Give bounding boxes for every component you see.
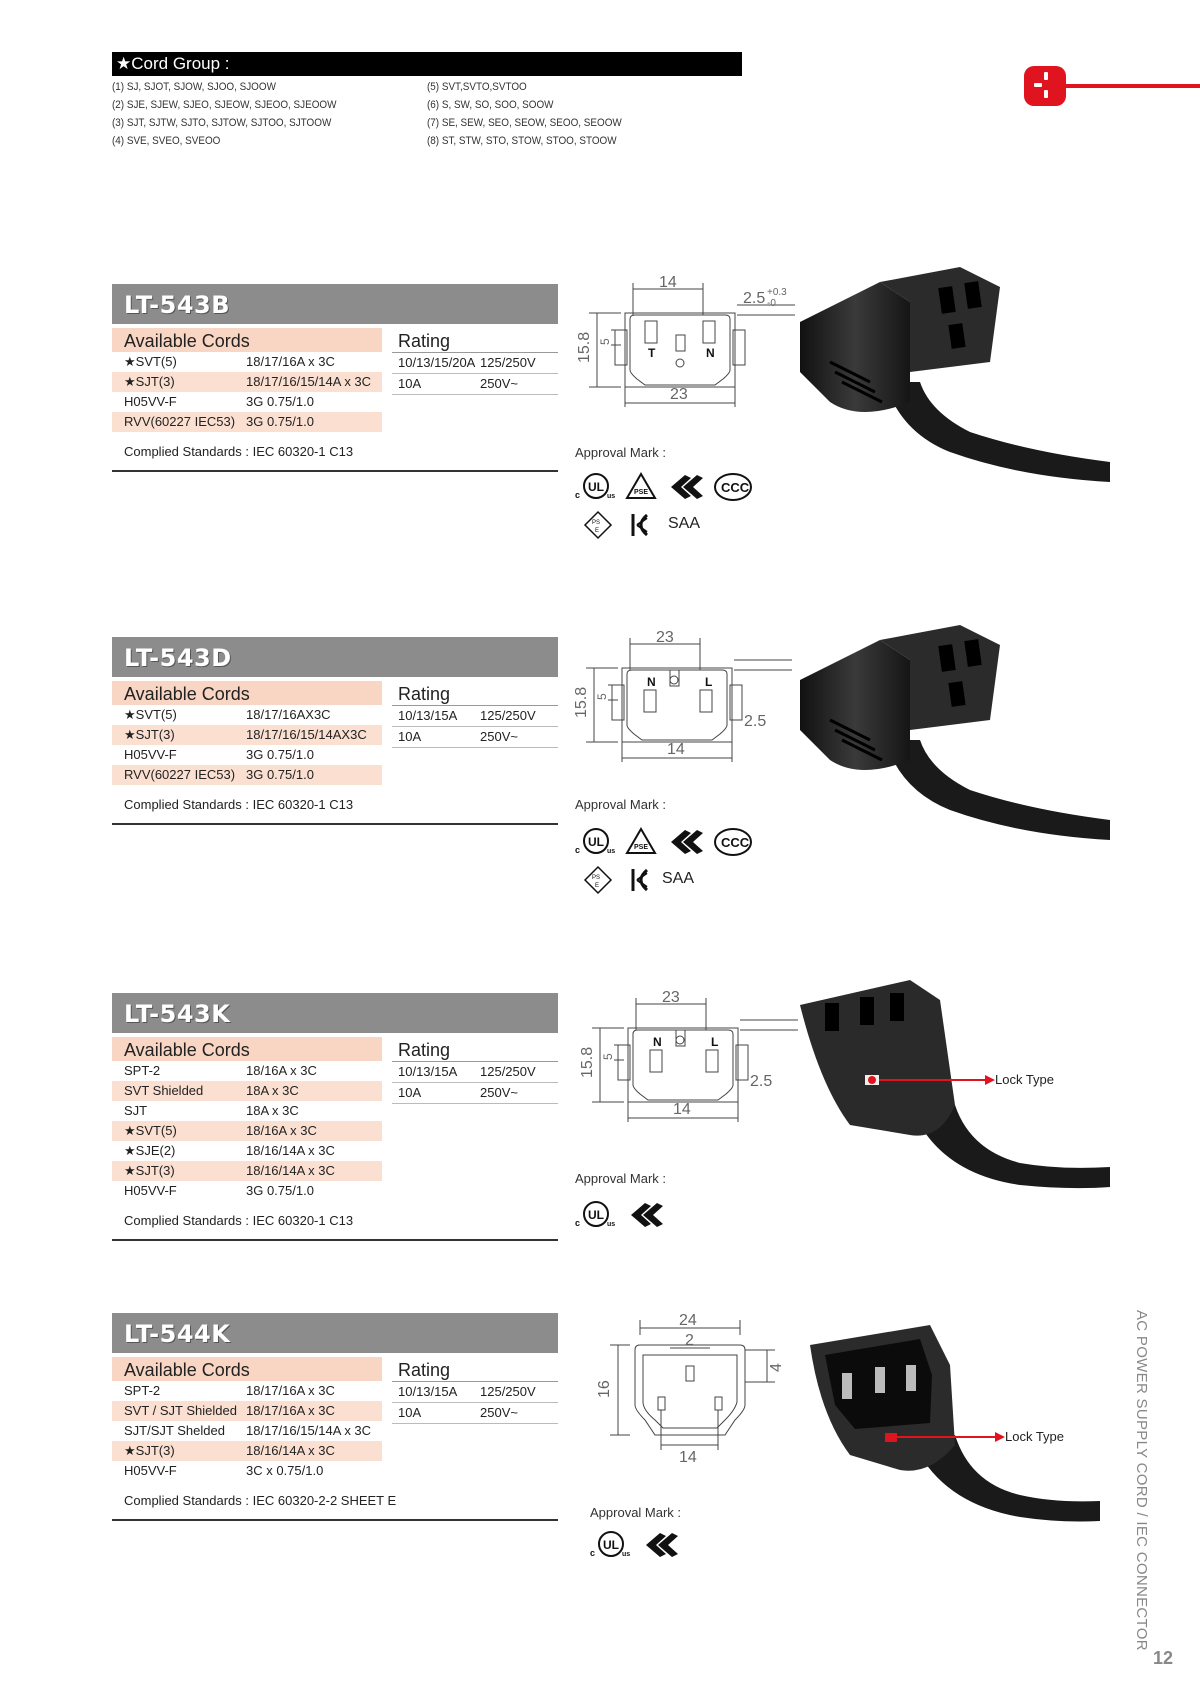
cord-type: ★SJT(3) <box>124 1443 175 1458</box>
table-row <box>392 1083 558 1104</box>
rating-volts: 125/250V <box>480 1384 536 1399</box>
table-row <box>392 374 558 395</box>
rating-volts: 250V~ <box>480 1405 518 1420</box>
cord-type: SJT <box>124 1103 148 1118</box>
rating-amps: 10/13/15A <box>398 708 458 723</box>
svg-text:UL: UL <box>588 835 604 849</box>
svg-text:c: c <box>575 1218 581 1228</box>
dim-tolerance-down: -0 <box>767 298 776 309</box>
table-row <box>112 745 382 765</box>
svg-text:E: E <box>595 528 600 534</box>
section-divider <box>112 470 558 472</box>
table-row <box>392 727 558 748</box>
available-cords-heading: Available Cords <box>112 1357 382 1381</box>
table-row <box>112 1401 382 1421</box>
cord-spec: 18/17/16A x 3C <box>246 1383 335 1398</box>
rating-volts: 125/250V <box>480 708 536 723</box>
electrical-safety-mark-icon <box>642 1530 682 1560</box>
dim-height: 15.8 <box>576 331 593 363</box>
cord-group <box>112 52 742 150</box>
cord-spec: 18/17/16A x 3C <box>246 354 335 369</box>
table-row <box>392 1382 558 1403</box>
dimension-drawing <box>575 275 805 425</box>
cord-type: ★SJE(2) <box>124 1143 176 1158</box>
cord-spec: 18/17/16A x 3C <box>246 1403 335 1418</box>
svg-text:us: us <box>607 1221 616 1228</box>
rating-table <box>392 681 558 785</box>
cord-group-item: (5) SVT,SVTO,SVTOO <box>427 81 527 93</box>
cord-type: ★SJT(3) <box>124 374 175 389</box>
rating-heading: Rating <box>392 681 558 706</box>
dim-side: 2.5 <box>750 1073 773 1090</box>
section-title-bar <box>112 637 558 677</box>
cord-group-item: (7) SE, SEW, SEO, SEOW, SEOO, SEOOW <box>427 117 622 129</box>
ul-mark-icon <box>575 827 617 857</box>
product-section <box>112 284 558 472</box>
cord-type: H05VV-F <box>124 394 177 409</box>
vde-mark-icon <box>625 827 657 857</box>
dim-top: 23 <box>662 990 680 1006</box>
svg-text:CCC: CCC <box>721 835 750 850</box>
rating-amps: 10A <box>398 1085 422 1100</box>
table-row <box>392 353 558 374</box>
cord-group-item: (8) ST, STW, STO, STOW, STOO, STOOW <box>427 135 617 147</box>
dim-inner-top: 2 <box>685 1332 694 1349</box>
svg-text:c: c <box>575 845 581 855</box>
table-row <box>112 1061 382 1081</box>
rating-amps: 10/13/15/20A <box>398 355 476 370</box>
table-row <box>112 1101 382 1121</box>
cord-spec: 18/16/14A x 3C <box>246 1143 335 1158</box>
electrical-safety-mark-icon <box>627 1200 667 1230</box>
table-row <box>112 352 382 372</box>
dim-right: 4 <box>768 1363 785 1372</box>
available-cords-table <box>112 1357 382 1481</box>
saa-mark-label: SAA <box>668 515 701 532</box>
svg-text:PSE: PSE <box>634 844 649 851</box>
section-title-bar <box>112 993 558 1033</box>
cord-spec: 3G 0.75/1.0 <box>246 414 314 429</box>
cord-type: RVV(60227 IEC53) <box>124 414 236 429</box>
svg-text:us: us <box>607 493 616 500</box>
cord-spec: 3G 0.75/1.0 <box>246 1183 314 1198</box>
pin-label: L <box>711 1035 719 1049</box>
dim-inner: 5 <box>601 1053 615 1060</box>
cord-type: H05VV-F <box>124 747 177 762</box>
cord-type: ★SVT(5) <box>124 1123 177 1138</box>
svg-text:UL: UL <box>588 480 604 494</box>
dim-bottom: 14 <box>673 1101 691 1118</box>
dim-bottom: 14 <box>667 741 685 758</box>
lock-type-label: Lock Type <box>995 1072 1055 1087</box>
lock-tab <box>885 1433 897 1442</box>
rating-volts: 250V~ <box>480 376 518 391</box>
product-section <box>112 993 558 1241</box>
side-caption: AC POWER SUPPLY CORD / IEC CONNECTOR <box>1133 1310 1150 1651</box>
approval-mark-label: Approval Mark : <box>575 1171 667 1186</box>
svg-text:PS: PS <box>592 520 601 526</box>
svg-text:us: us <box>622 1551 631 1558</box>
available-cords-heading: Available Cords <box>112 1037 382 1061</box>
cord-spec: 18/17/16/15/14A x 3C <box>246 374 372 389</box>
cord-spec: 3C x 0.75/1.0 <box>246 1463 324 1478</box>
product-photo <box>790 262 1110 492</box>
rating-table <box>392 1357 558 1481</box>
dim-bottom: 14 <box>679 1449 697 1466</box>
cord-type: SJT/SJT Shelded <box>124 1423 225 1438</box>
table-row <box>112 412 382 432</box>
complied-standards: Complied Standards : IEC 60320-1 C13 <box>124 1213 354 1228</box>
ul-mark-icon <box>590 1530 632 1560</box>
cord-type: RVV(60227 IEC53) <box>124 767 236 782</box>
available-cords-table <box>112 1037 382 1201</box>
rating-heading: Rating <box>392 1037 558 1062</box>
svg-text:E: E <box>595 883 600 889</box>
cord-spec: 18A x 3C <box>246 1083 299 1098</box>
cord-spec: 18A x 3C <box>246 1103 299 1118</box>
cord-group-item: (2) SJE, SJEW, SJEO, SJEOW, SJEOO, SJEOOW <box>112 99 337 111</box>
table-row <box>112 1081 382 1101</box>
svg-text:c: c <box>590 1548 596 1558</box>
table-row <box>112 705 382 725</box>
product-photo <box>800 1305 1100 1535</box>
table-row <box>392 1403 558 1424</box>
dim-tolerance-up: +0.3 <box>767 287 787 298</box>
rating-volts: 250V~ <box>480 729 518 744</box>
pin-label: T <box>648 346 656 360</box>
table-row <box>112 1141 382 1161</box>
cord-spec: 3G 0.75/1.0 <box>246 394 314 409</box>
rating-table <box>392 1037 558 1201</box>
brand-line <box>1055 84 1200 88</box>
cord-type: SPT-2 <box>124 1063 161 1078</box>
ccc-mark-icon <box>713 827 753 857</box>
dimension-drawing <box>578 990 808 1140</box>
complied-standards: Complied Standards : IEC 60320-1 C13 <box>124 797 354 812</box>
product-photo <box>790 620 1110 850</box>
cord-spec: 18/16A x 3C <box>246 1063 317 1078</box>
pin-label: N <box>706 346 715 360</box>
cord-spec: 3G 0.75/1.0 <box>246 767 314 782</box>
page-number: 12 <box>1153 1648 1174 1668</box>
rating-volts: 250V~ <box>480 1085 518 1100</box>
cord-type: SVT / SJT Shielded <box>124 1403 237 1418</box>
cord-group-title-bar <box>112 52 742 76</box>
table-row <box>112 1421 382 1441</box>
svg-text:PS: PS <box>592 875 601 881</box>
table-row <box>112 725 382 745</box>
table-row <box>112 765 382 785</box>
cord-group-left-list <box>112 78 427 150</box>
pin-label: L <box>705 675 713 689</box>
table-row <box>392 1062 558 1083</box>
model-name: LT-543K <box>124 1000 231 1028</box>
brand-plug-icon <box>1024 66 1066 106</box>
model-name: LT-543B <box>124 291 231 319</box>
table-row <box>392 706 558 727</box>
dim-top: 24 <box>679 1312 697 1329</box>
rating-amps: 10/13/15A <box>398 1064 458 1079</box>
svg-text:PSE: PSE <box>634 489 649 496</box>
table-row <box>112 1441 382 1461</box>
rating-amps: 10A <box>398 729 422 744</box>
ul-mark-icon <box>575 472 617 502</box>
rating-amps: 10A <box>398 376 422 391</box>
rating-heading: Rating <box>392 1357 558 1382</box>
cord-type: ★SJT(3) <box>124 1163 175 1178</box>
pin-label: N <box>647 675 656 689</box>
lock-type-label: Lock Type <box>1005 1429 1065 1444</box>
star-icon: ★ <box>116 54 132 73</box>
cord-group-right-list <box>427 78 742 150</box>
kc-mark-icon <box>627 510 653 540</box>
cord-group-title: Cord Group : <box>131 54 230 73</box>
electrical-safety-mark-icon <box>667 827 707 857</box>
dimension-drawing <box>572 630 802 780</box>
available-cords-table <box>112 681 382 785</box>
complied-standards: Complied Standards : IEC 60320-1 C13 <box>124 444 354 459</box>
product-section <box>112 1313 558 1521</box>
svg-text:UL: UL <box>603 1538 619 1552</box>
cord-type: ★SVT(5) <box>124 354 177 369</box>
cord-spec: 18/16/14A x 3C <box>246 1443 335 1458</box>
complied-standards: Complied Standards : IEC 60320-2-2 SHEET E <box>124 1493 397 1508</box>
available-cords-table <box>112 328 382 432</box>
svg-text:CCC: CCC <box>721 480 750 495</box>
section-divider <box>112 1239 558 1241</box>
model-name: LT-544K <box>124 1320 231 1348</box>
dim-top: 14 <box>659 275 677 291</box>
cord-group-item: (6) S, SW, SO, SOO, SOOW <box>427 99 554 111</box>
approval-mark-label: Approval Mark : <box>575 445 667 460</box>
electrical-safety-mark-icon <box>667 472 707 502</box>
cord-group-item: (1) SJ, SJOT, SJOW, SJOO, SJOOW <box>112 81 276 93</box>
table-row <box>112 1161 382 1181</box>
kc-mark-icon <box>627 865 653 895</box>
cord-spec: 18/17/16AX3C <box>246 707 331 722</box>
section-title-bar <box>112 284 558 324</box>
dim-tolerance: 2.5 <box>743 290 766 307</box>
dimension-drawing <box>585 1310 785 1480</box>
rating-table <box>392 328 558 432</box>
available-cords-heading: Available Cords <box>112 328 382 352</box>
table-row <box>112 1461 382 1481</box>
svg-text:us: us <box>607 848 616 855</box>
table-row <box>112 1181 382 1201</box>
approval-mark-label: Approval Mark : <box>575 797 667 812</box>
approval-mark-label: Approval Mark : <box>590 1505 682 1520</box>
svg-text:UL: UL <box>588 1208 604 1222</box>
table-row <box>112 1381 382 1401</box>
rating-volts: 125/250V <box>480 355 536 370</box>
section-title-bar <box>112 1313 558 1353</box>
product-photo <box>790 975 1110 1205</box>
dim-height: 15.8 <box>573 686 590 718</box>
cord-group-item: (4) SVE, SVEO, SVEOO <box>112 135 221 147</box>
pin-label: N <box>653 1035 662 1049</box>
rating-volts: 125/250V <box>480 1064 536 1079</box>
section-divider <box>112 1519 558 1521</box>
cord-type: SVT Shielded <box>124 1083 204 1098</box>
pse-diamond-mark-icon <box>583 865 613 895</box>
cord-type: H05VV-F <box>124 1463 177 1478</box>
cord-group-item: (3) SJT, SJTW, SJTO, SJTOW, SJTOO, SJTOOW <box>112 117 332 129</box>
pse-diamond-mark-icon <box>583 510 613 540</box>
saa-mark-label: SAA <box>662 870 695 887</box>
rating-amps: 10/13/15A <box>398 1384 458 1399</box>
cord-spec: 18/17/16/15/14AX3C <box>246 727 367 742</box>
dim-inner: 5 <box>598 338 612 345</box>
cord-type: SPT-2 <box>124 1383 161 1398</box>
model-name: LT-543D <box>124 644 232 672</box>
cord-spec: 18/17/16/15/14A x 3C <box>246 1423 372 1438</box>
dim-height: 16 <box>596 1380 613 1398</box>
table-row <box>112 1121 382 1141</box>
cord-type: H05VV-F <box>124 1183 177 1198</box>
dim-top: 23 <box>656 630 674 646</box>
table-row <box>112 392 382 412</box>
section-divider <box>112 823 558 825</box>
cord-type: ★SJT(3) <box>124 727 175 742</box>
table-row <box>112 372 382 392</box>
ccc-mark-icon <box>713 472 753 502</box>
ul-mark-icon <box>575 1200 617 1230</box>
cord-spec: 3G 0.75/1.0 <box>246 747 314 762</box>
dim-side: 2.5 <box>744 713 767 730</box>
dim-bottom: 23 <box>670 386 688 403</box>
cord-spec: 18/16/14A x 3C <box>246 1163 335 1178</box>
product-section <box>112 637 558 825</box>
dim-inner: 5 <box>595 693 609 700</box>
svg-text:c: c <box>575 490 581 500</box>
dim-height: 15.8 <box>579 1046 596 1078</box>
vde-mark-icon <box>625 472 657 502</box>
rating-heading: Rating <box>392 328 558 353</box>
cord-spec: 18/16A x 3C <box>246 1123 317 1138</box>
available-cords-heading: Available Cords <box>112 681 382 705</box>
cord-type: ★SVT(5) <box>124 707 177 722</box>
rating-amps: 10A <box>398 1405 422 1420</box>
